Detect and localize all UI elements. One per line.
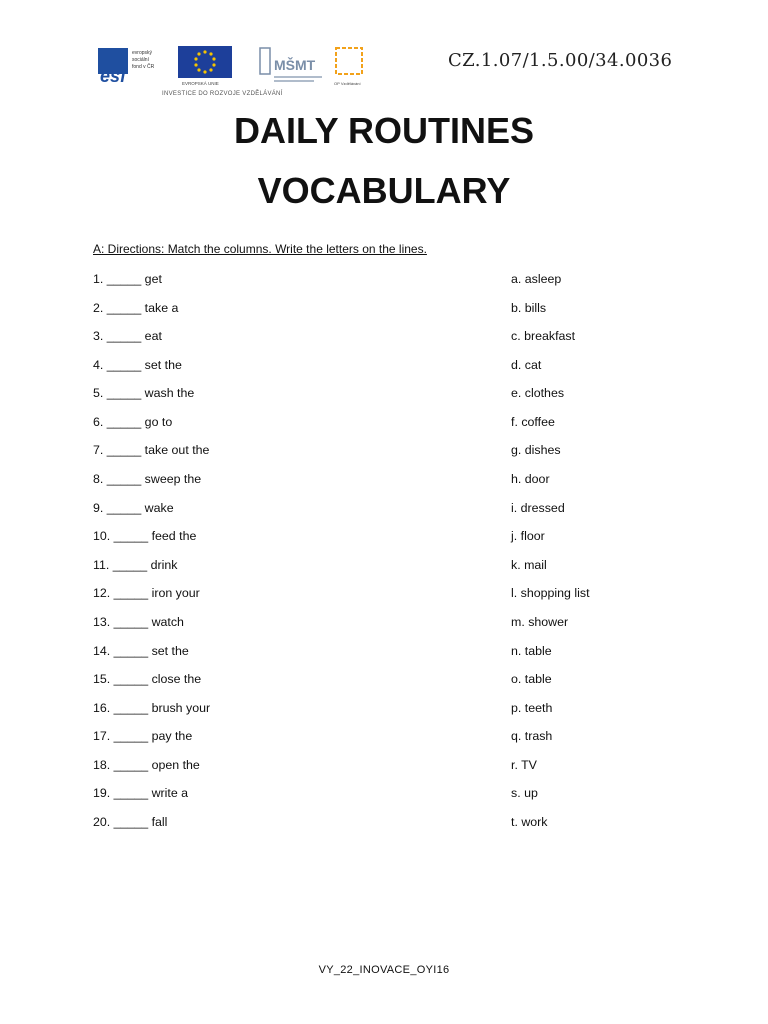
match-row <box>93 615 653 644</box>
match-option: p. teeth <box>511 700 553 715</box>
match-option: a. asleep <box>511 272 562 286</box>
match-option: m. shower <box>511 614 569 629</box>
match-prompt: 8. _____ sweep the <box>93 472 202 487</box>
match-prompt: 15. _____ close the <box>93 672 202 687</box>
match-option: t. work <box>511 814 548 829</box>
match-option: q. trash <box>511 729 553 744</box>
match-row <box>93 672 653 701</box>
match-row <box>93 272 653 301</box>
match-row <box>93 358 653 387</box>
match-prompt: 16. _____ brush your <box>93 700 211 715</box>
esf-sub-text: evropský <box>132 50 153 56</box>
match-row <box>93 586 653 615</box>
match-option: n. table <box>511 643 552 658</box>
match-row <box>93 529 653 558</box>
match-prompt: 5. _____ wash the <box>93 386 195 401</box>
match-option: d. cat <box>511 357 542 372</box>
match-option: h. door <box>511 472 550 487</box>
op-caption: OP Vzdělávání <box>334 81 361 86</box>
match-prompt: 17. _____ pay the <box>93 729 193 744</box>
match-prompt: 13. _____ watch <box>93 614 184 629</box>
match-row <box>93 301 653 330</box>
match-option: f. coffee <box>511 414 555 429</box>
match-prompt: 12. _____ iron your <box>93 586 200 601</box>
match-option: l. shopping list <box>511 586 590 601</box>
match-row <box>93 386 653 415</box>
match-prompt: 14. _____ set the <box>93 643 189 658</box>
match-row <box>93 786 653 815</box>
matching-list <box>93 272 653 844</box>
match-option: i. dressed <box>511 500 565 515</box>
page-title: DAILY ROUTINES <box>233 110 535 151</box>
logo-tagline: INVESTICE DO ROZVOJE VZDĚLÁVÁNÍ <box>162 91 283 97</box>
footer-code: VY_22_INOVACE_OYI16 <box>318 964 450 976</box>
match-option: c. breakfast <box>511 329 576 344</box>
logo-strip <box>96 44 368 102</box>
esf-sub-text: sociální <box>132 57 149 63</box>
match-row <box>93 443 653 472</box>
match-prompt: 3. _____ eat <box>93 329 162 344</box>
match-option: s. up <box>511 786 538 801</box>
match-option: e. clothes <box>511 386 565 401</box>
match-option: b. bills <box>511 300 547 315</box>
op-vzdelavani-logo <box>332 44 368 88</box>
match-row <box>93 729 653 758</box>
match-prompt: 20. _____ fall <box>93 814 168 829</box>
esf-logo <box>96 44 174 88</box>
match-prompt: 7. _____ take out the <box>93 443 210 458</box>
match-option: k. mail <box>511 557 547 572</box>
match-option: j. floor <box>511 529 545 544</box>
match-option: o. table <box>511 672 552 687</box>
match-option: r. TV <box>511 757 537 772</box>
match-prompt: 2. _____ take a <box>93 300 179 315</box>
match-row <box>93 329 653 358</box>
esf-sub-text: fond v ČR <box>132 64 155 70</box>
match-option: g. dishes <box>511 443 561 458</box>
exercise-directions: A: Directions: Match the columns. Write the letters on the lines. <box>93 242 427 256</box>
match-row <box>93 472 653 501</box>
match-row <box>93 415 653 444</box>
match-prompt: 6. _____ go to <box>93 414 173 429</box>
match-row <box>93 815 653 844</box>
eu-flag-logo <box>178 44 232 88</box>
msmt-logo <box>256 44 326 88</box>
match-row <box>93 701 653 730</box>
esf-logo-text: esf <box>100 66 127 86</box>
document-code: CZ.1.07/1.5.00/34.0036 <box>448 50 673 71</box>
match-row <box>93 758 653 787</box>
match-prompt: 18. _____ open the <box>93 757 200 772</box>
match-prompt: 11. _____ drink <box>93 557 178 572</box>
match-row <box>93 501 653 530</box>
msmt-logo-text: MŠMT <box>274 57 316 73</box>
match-prompt: 1. _____ get <box>93 272 162 286</box>
match-prompt: 10. _____ feed the <box>93 529 197 544</box>
match-row <box>93 644 653 673</box>
match-row <box>93 558 653 587</box>
eu-caption: EVROPSKÁ UNIE <box>182 81 219 86</box>
page-subtitle: VOCABULARY <box>257 170 511 211</box>
match-prompt: 4. _____ set the <box>93 357 182 372</box>
match-prompt: 9. _____ wake <box>93 500 174 515</box>
match-prompt: 19. _____ write a <box>93 786 189 801</box>
